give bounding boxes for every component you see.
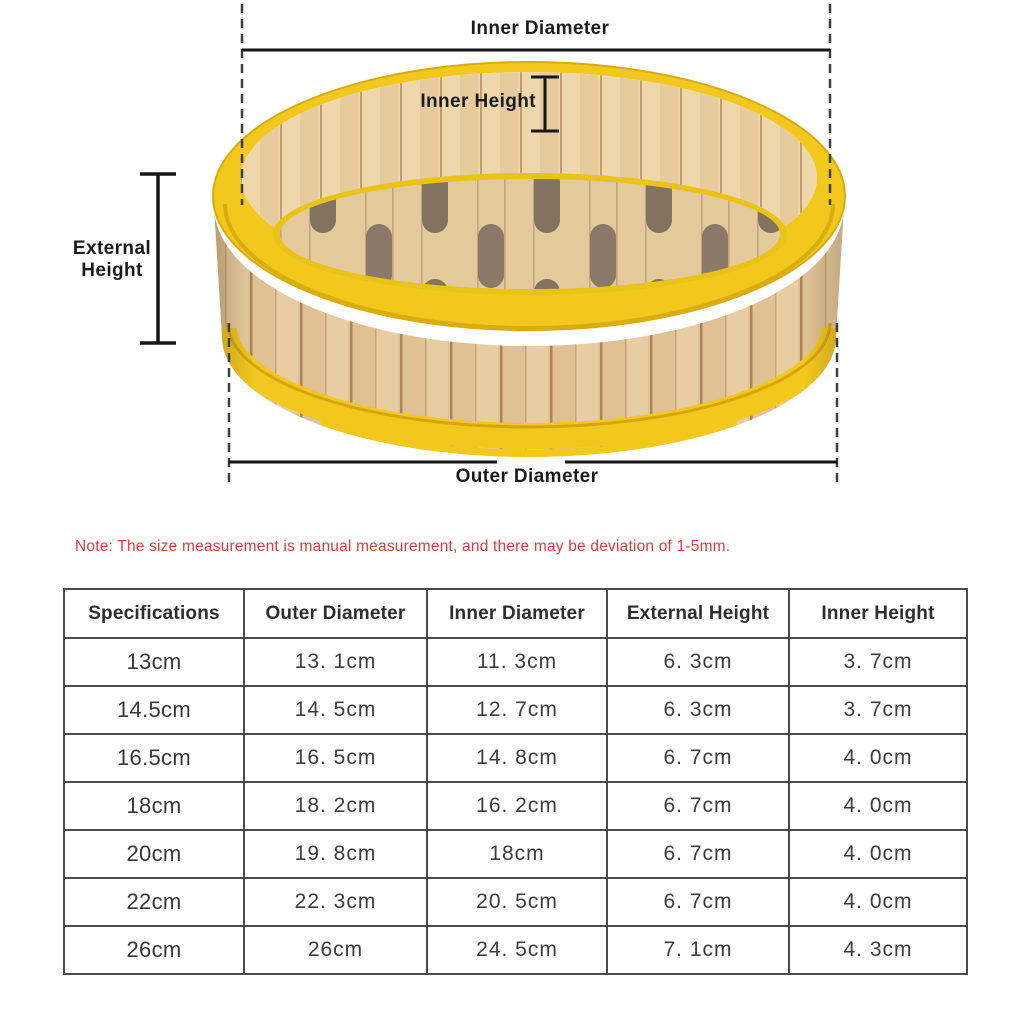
table-cell: 7. 1cm — [607, 926, 789, 974]
table-row — [64, 686, 967, 734]
table-cell: 16.5cm — [64, 734, 244, 782]
table-cell: 12. 7cm — [427, 686, 607, 734]
table-row — [64, 926, 967, 974]
table-cell: 22cm — [64, 878, 244, 926]
header-inner-height: Inner Height — [789, 589, 967, 638]
external-height-label-line2: Height — [81, 259, 143, 281]
table-cell: 4. 0cm — [789, 878, 967, 926]
table-cell: 18cm — [64, 782, 244, 830]
table-row — [64, 782, 967, 830]
table-cell: 14. 8cm — [427, 734, 607, 782]
table-cell: 13. 1cm — [244, 638, 427, 686]
table-cell: 14.5cm — [64, 686, 244, 734]
external-height-label-line1: External — [72, 238, 152, 259]
table-row — [64, 878, 967, 926]
table-cell: 20. 5cm — [427, 878, 607, 926]
table-cell: 11. 3cm — [427, 638, 607, 686]
header-external-height: External Height — [607, 589, 789, 638]
table-cell: 22. 3cm — [244, 878, 427, 926]
table-cell: 3. 7cm — [789, 638, 967, 686]
header-inner-diameter: Inner Diameter — [427, 589, 607, 638]
header-outer-diameter: Outer Diameter — [244, 589, 427, 638]
table-cell: 24. 5cm — [427, 926, 607, 974]
table-cell: 20cm — [64, 830, 244, 878]
table-cell: 26cm — [244, 926, 427, 974]
table-cell: 19. 8cm — [244, 830, 427, 878]
table-cell: 16. 5cm — [244, 734, 427, 782]
table-row — [64, 638, 967, 686]
size-table — [63, 588, 968, 975]
basket-lattice-floor — [280, 179, 780, 289]
table-cell: 6. 7cm — [607, 878, 789, 926]
steamer-basket-illustration — [210, 60, 850, 460]
table-cell: 6. 3cm — [607, 638, 789, 686]
header-specifications: Specifications — [64, 589, 244, 638]
table-cell: 6. 3cm — [607, 686, 789, 734]
table-cell: 6. 7cm — [607, 782, 789, 830]
table-cell: 18. 2cm — [244, 782, 427, 830]
table-cell: 3. 7cm — [789, 686, 967, 734]
table-header-row — [64, 589, 967, 638]
table-cell: 6. 7cm — [607, 734, 789, 782]
table-cell: 13cm — [64, 638, 244, 686]
external-height-label — [42, 238, 182, 282]
table-cell: 26cm — [64, 926, 244, 974]
outer-diameter-label: Outer Diameter — [455, 466, 599, 487]
table-cell: 14. 5cm — [244, 686, 427, 734]
table-cell: 4. 0cm — [789, 782, 967, 830]
table-row — [64, 734, 967, 782]
measurement-note: Note: The size measurement is manual measurement, and there may be deviation of 1-5mm. — [75, 538, 731, 555]
table-cell: 4. 0cm — [789, 830, 967, 878]
table-cell: 4. 0cm — [789, 734, 967, 782]
table-cell: 4. 3cm — [789, 926, 967, 974]
table-cell: 6. 7cm — [607, 830, 789, 878]
table-cell: 18cm — [427, 830, 607, 878]
inner-diameter-label: Inner Diameter — [470, 18, 610, 39]
table-row — [64, 830, 967, 878]
inner-height-label: Inner Height — [420, 91, 536, 112]
table-cell: 16. 2cm — [427, 782, 607, 830]
